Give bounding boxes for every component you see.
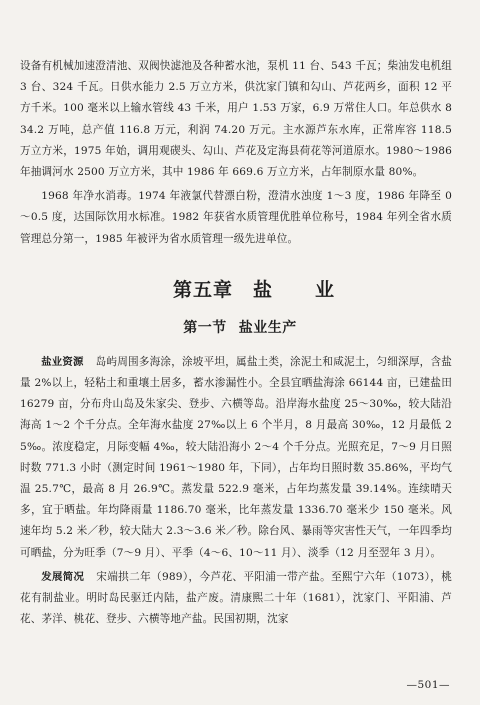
body-paragraph-1: 设备有机械加速澄清池、双阀快滤池及各种蓄水池，泵机 11 台、543 千瓦；柴油发电机组 3 台、324 千瓦。日供水能力 2.5 万立方米，供沈家门镇和勾山、芦花两乡，面积 12 平方千米。100 毫米以上输水管线 43 千米，用户 1.53 万家，6.9 万常住人口。年总供水 834.2 万吨，总产值 116.8 万元，利润 74.20 万元。主水源芦东水库，正常库容 118.5 万立方米，1975 年始，调用观碶头、勾山、芦花及定海县荷花等河道原水。1980～1986 年抽调河水 2500 万立方米，其中 1986 年 669.6 万立方米，占年制原水量 80%。 — [20, 60, 452, 179]
chapter-name-char-1: 盐 — [252, 278, 273, 301]
section-number: 第一节 — [183, 319, 227, 336]
body-paragraph-2: 1968 年净水消毒。1974 年液氯代替漂白粉，澄清水浊度 1～3 度，1986 年降至 0～0.5 度，达国际饮用水标准。1982 年获省水质管理优胜单位称号，1984 年列全省水质管理总分第一，1985 年被评为省水质管理一级先进单位。 — [20, 190, 452, 245]
page-number: —501— — [406, 679, 450, 691]
development-paragraph — [20, 567, 452, 631]
chapter-name-char-2: 业 — [315, 278, 336, 301]
salt-resources-lead: 盐业资源 — [41, 355, 84, 368]
section-heading — [20, 318, 452, 338]
development-text: 宋端拱二年（989），今芦花、平阳浦一带产盐。至熙宁六年（1073），桃花有制盐业。明时岛民驱迁内陆，盐产废。清康熙二十年（1681），沈家门、平阳浦、芦花、茅洋、桃花、登步、六横等地产盐。民国初期，沈家 — [20, 570, 452, 626]
section-name: 盐业生产 — [238, 319, 297, 336]
chapter-heading — [20, 277, 452, 303]
document-page — [20, 56, 452, 630]
salt-resources-paragraph — [20, 352, 452, 564]
salt-resources-text: 岛屿周围多海涂，涂坡平坦，属盐土类，涂泥土和咸泥土，匀细深厚，含盐量 2%以上，轻粘土和重壤土居多，蓄水渗漏性小。全县宜晒盐海涂 66144 亩，已建盐田 16279 亩，分布舟山岛及朱家尖、登步、六横等岛。沿岸海水盐度 25～30‰，较大陆沿海高 1～2 个千分点。全年海水盐度 27‰以上 6 个半月，8 月最高 30‰，12 月最低 25‰。浓度稳定，月际变幅 4‰，较大陆沿海小 2～4 个千分点。光照充足，7～9 月日照时数 771.3 小时（测定时间 1961～1980 年，下同），占年均日照时数 35.86%，平均气温 25.7℃，最高 8 月 26.9℃。蒸发量 522.9 毫米，占年均蒸发量 39.14%。连续晴天多，宜于晒盐。年均降雨量 1186.70 毫米，比年蒸发量 1336.70 毫米少 150 毫米。风速年均 5.2 米／秒，较大陆大 2.3～3.6 米／秒。除台风、暴雨等灾害性天气，一年四季均可晒盐，分为旺季（7～9 月）、平季（4～6、10～11 月）、淡季（12 月至翌年 3 月）。 — [20, 355, 452, 559]
chapter-number: 第五章 — [172, 278, 233, 301]
development-lead: 发展简况 — [41, 570, 85, 583]
